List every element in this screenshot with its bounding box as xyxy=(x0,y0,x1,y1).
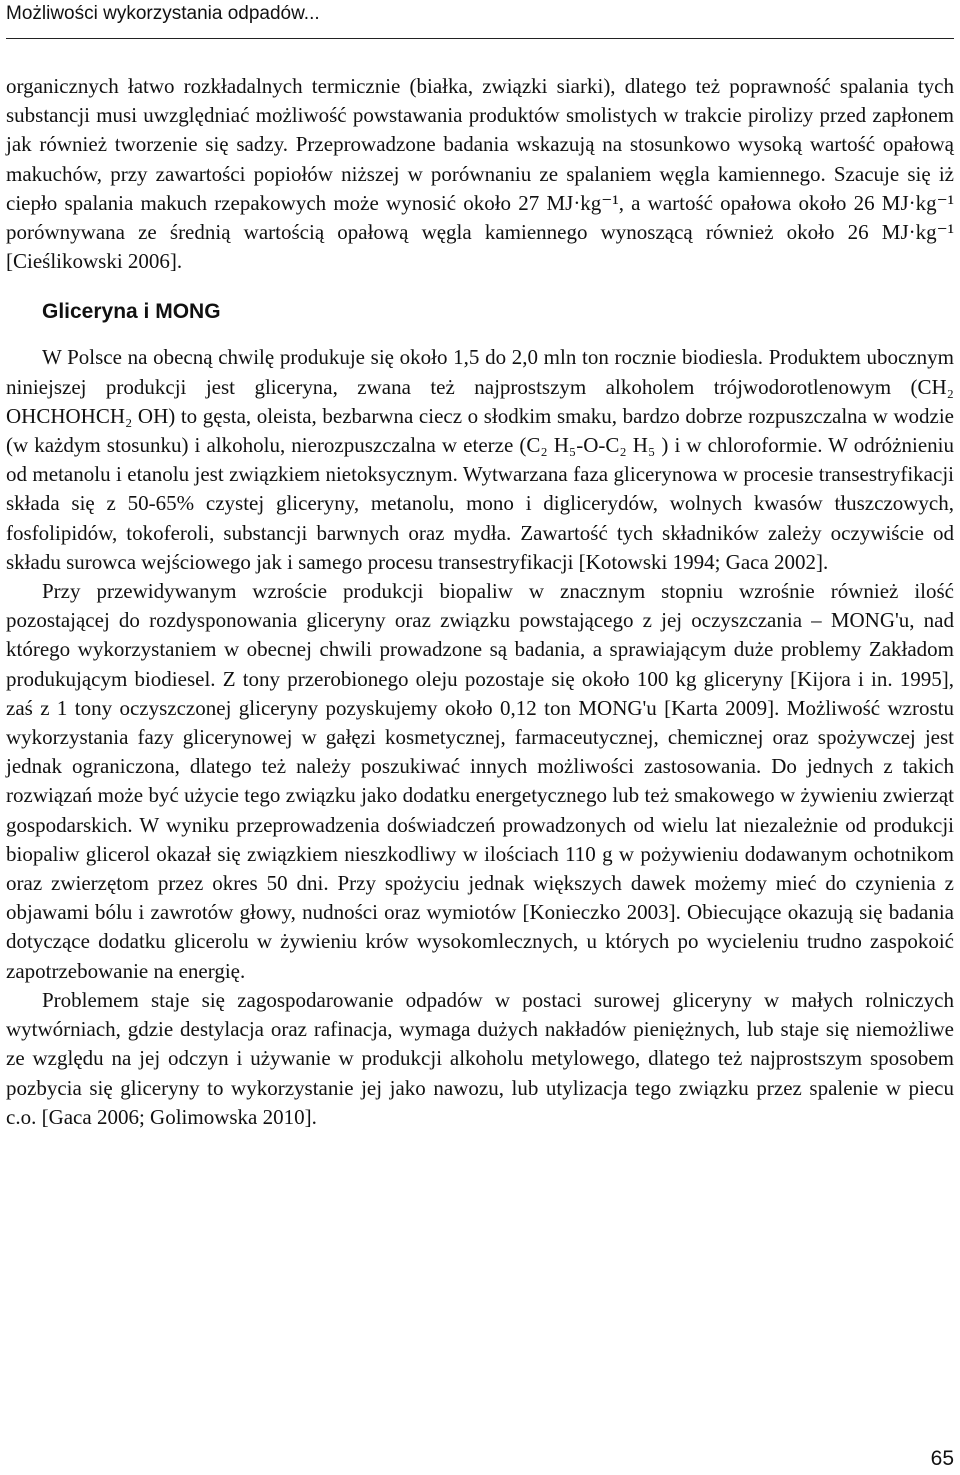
header-divider xyxy=(6,38,954,39)
paragraph-glycerin-disposal: Problemem staje się zagospodarowanie odpadów w postaci surowej gliceryny w małych rolniczych wytwórniach, gdzie destylacja oraz rafinacja, wymaga dużych nakładów pieniężnych, lub staje się niemożliwe ze względu na jej odczyn i używanie w produkcji alkoholu metylowego, dlatego też najprostszym sposobem pozbycia się gliceryny to wykorzystanie jej jako nawozu, lub utylizacja tego związku przez spalenie w piecu c.o. [Gaca 2006; Golimowska 2010]. xyxy=(6,987,954,1129)
paragraph-glycerin-usage: Przy przewidywanym wzroście produkcji biopaliw w znacznym stopniu wzrośnie również ilość pozostającej do rozdysponowania gliceryny oraz związku powstającego z jej oczyszczania – MONG'u, nad którego wykorzystaniem w obecnej chwili prowadzone są badania, a sprawiającym duże problemy Zakładom produkującym biodiesel. Z tony przerobionego oleju pozostaje się około 100 kg gliceryny [Kijora i in. 1995], zaś z 1 tony oczyszczonej gliceryny pozyskujemy około 0,12 ton MONG'u [Karta 2009]. Możliwość wzrostu wykorzystania fazy glicerynowej w gałęzi kosmetycznej, farmaceutycznej, chemicznej oraz spożywczej jest jednak ograniczona, dlatego też należy poszukiwać innych możliwości zastosowania. Do jednych z takich rozwiązań może być użycie tego związku jako dodatku energetycznego lub też smakowego w żywieniu zwierząt gospodarskich. W wyniku przeprowadzenia doświadczeń prowadzonych od wielu lat niezależnie od produkcji biopaliw glicerol okazał się związkiem nieszkodliwy w ilościach 110 g w pożywieniu dodawanym ochotnikom oraz zwierzętom przez okres 50 dni. Przy spożyciu jednak większych dawek możemy mieć do czynienia z objawami bólu i zawrotów głowy, nudności oraz wymiotów [Konieczko 2003]. Obiecujące okazują się badania dotyczące dodatku glicerolu w żywieniu krów wysokomlecznych, u których po wycieleniu trudno zaspokoić zapotrzebowanie na energię. xyxy=(6,579,954,983)
running-header-title: Możliwości wykorzystania odpadów... xyxy=(6,3,320,24)
paragraph-combustion-continuation: organicznych łatwo rozkładalnych termicznie (białka, związki siarki), dlatego też poprawność spalania tych substancji musi uwzględniać możliwość powstawania produktów smolistych w trakcie pirolizy przed zapłonem jak również tworzenie się sadzy. Przeprowadzone badania wskazują na stosunkowo wysoką wartość opałową makuchów, przy zawartości popiołów niższej w porównaniu ze spalaniem węgla kamiennego. Szacuje się iż ciepło spalania makuch rzepakowych może wynosić około 27 MJ·kg⁻¹, a wartość opałowa około 26 MJ·kg⁻¹ porównywana ze średnią wartością opałową węgla kamiennego wynoszącą również około 26 MJ·kg⁻¹ [Cieślikowski 2006]. xyxy=(6,74,954,274)
article-body xyxy=(6,72,954,1132)
page-number: 65 xyxy=(930,1447,954,1470)
section-heading-glycerin-mong: Gliceryna i MONG xyxy=(42,300,221,324)
paragraph-glycerin-properties: W Polsce na obecną chwilę produkuje się około 1,5 do 2,0 mln ton rocznie biodiesla. Produktem ubocznym niniejszej produkcji jest gliceryna, zwana też najprostszym alkoholem trójwodorotlenowym (CH₂ OHCHOHCH₂ OH) to gęsta, oleista, bezbarwna ciecz o słodkim smaku, bardzo dobrze rozpuszczalna w wodzie (w każdym stosunku) i alkoholu, nierozpuszczalna w eterze (C₂ H₅-O-C₂ H₅ ) i w chloroformie. W odróżnieniu od metanolu i etanolu jest związkiem nietoksycznym. Wytwarzana faza glicerynowa w procesie transestryfikacji składa się z 50-65% czystej gliceryny, metanolu, mono i diglicerydów, wolnych kwasów tłuszczowych, fosfolipidów, tokoferoli, substancji barwnych oraz mydła. Zawartość tych składników zależy oczywiście od składu surowca wejściowego jak i samego procesu transestryfikacji [Kotowski 1994; Gaca 2002]. xyxy=(6,345,954,574)
